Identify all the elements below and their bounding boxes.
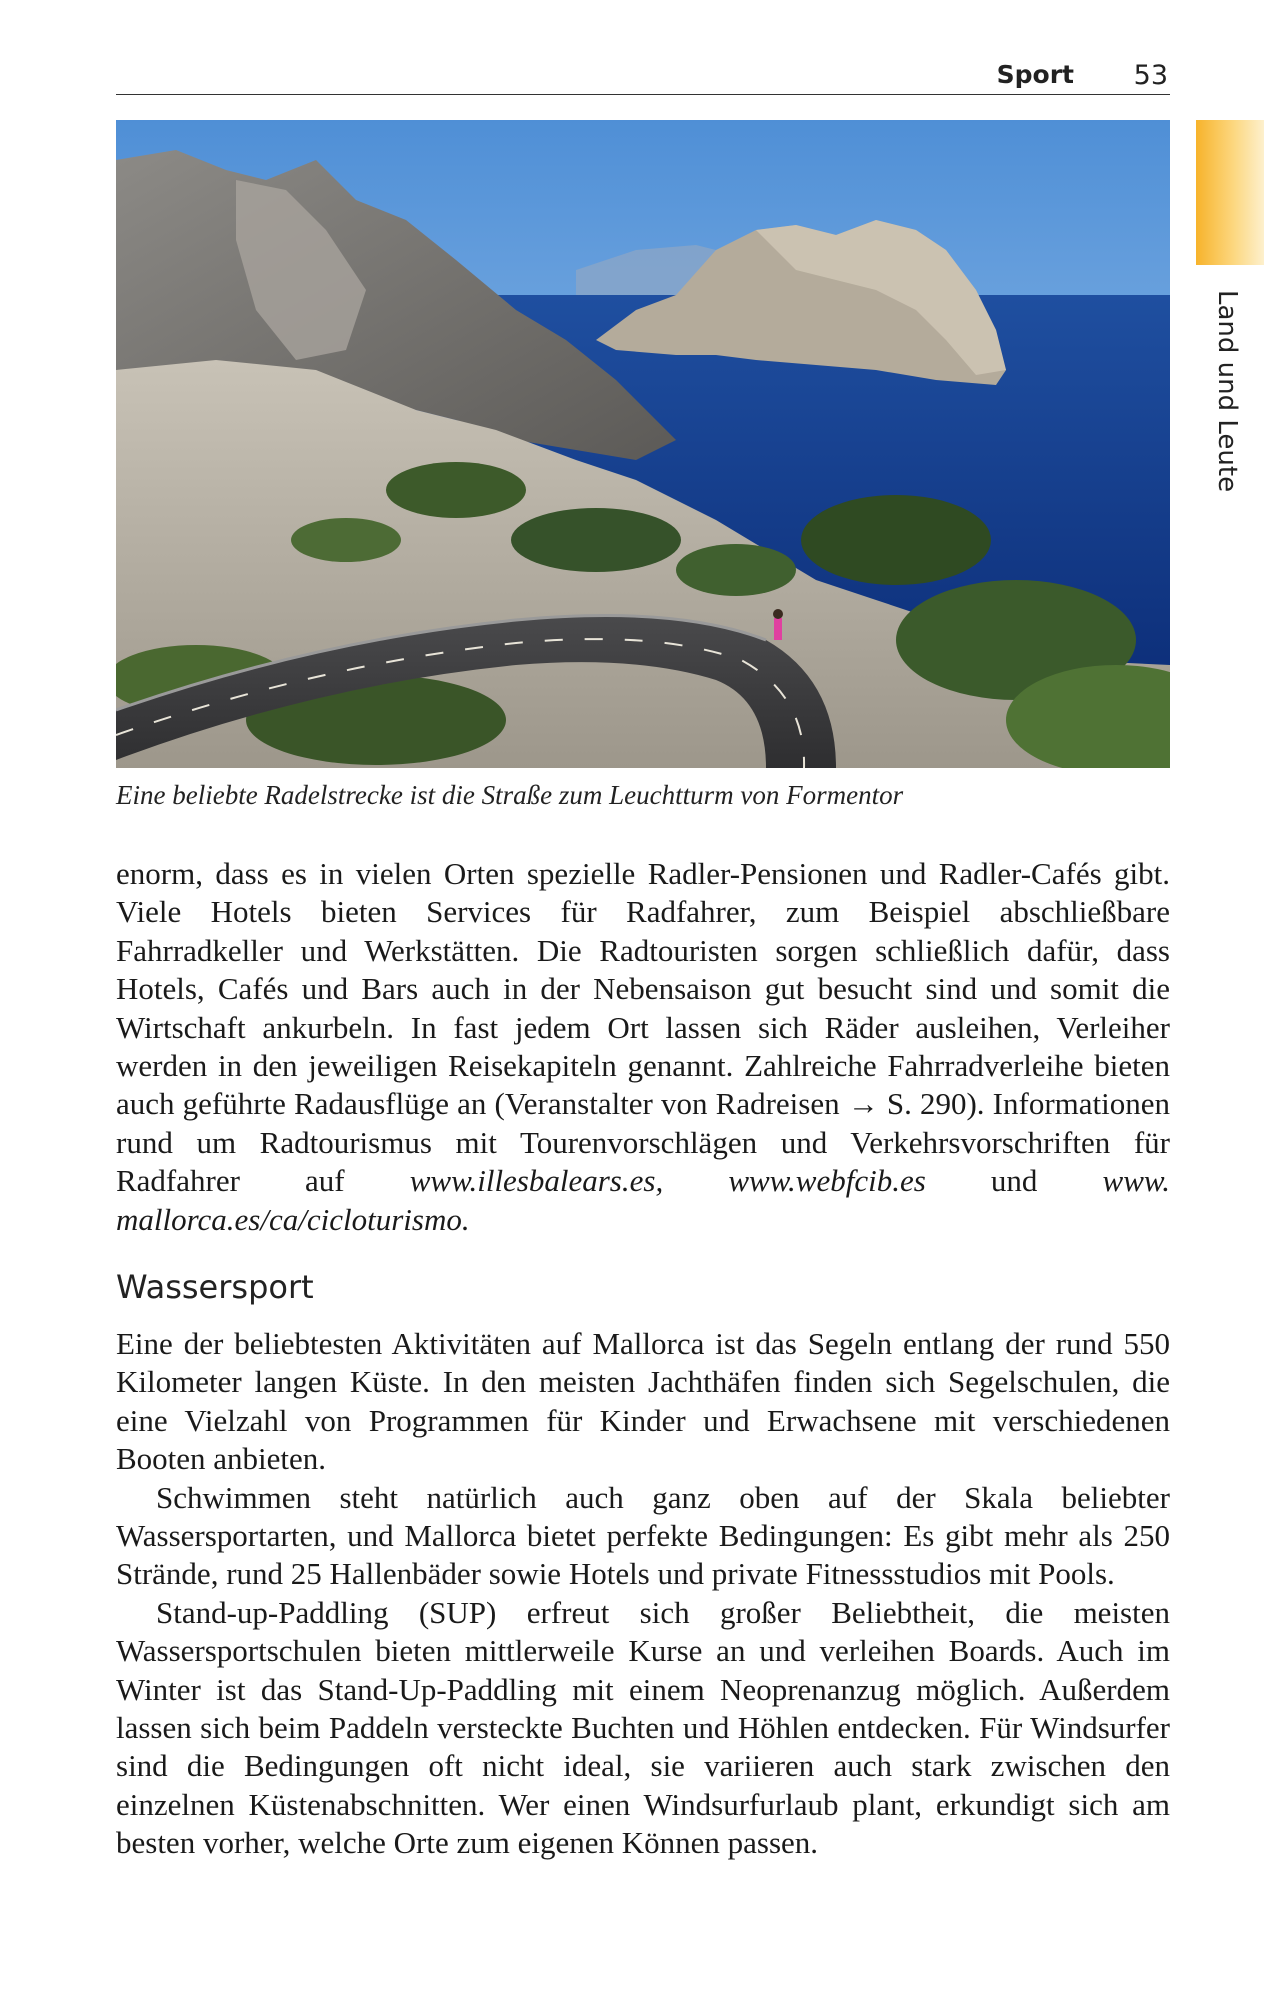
page-number: 53 <box>1133 60 1168 91</box>
wassersport-section <box>116 1325 1170 1863</box>
link-webfcib[interactable]: www.webfcib.es <box>728 1163 926 1199</box>
coastal-road-photo <box>116 120 1170 768</box>
chapter-side-label <box>1212 290 1252 510</box>
chapter-label-text: Land und Leute <box>1212 290 1242 493</box>
paragraph-schwimmen: Schwimmen steht natürlich auch ganz oben auf der Skala beliebter Wassersportarten, und Mallorca bietet perfekte Bedingungen: Es gibt mehr als 250 Strände, rund 25 Hallenbäder sowie Hotels und private Fitnessstudios mit Pools. <box>116 1479 1170 1592</box>
paragraph-cycling-text: enorm, dass es in vielen Orten spezielle Radler-Pensionen und Radler-Cafés gibt. Viele Hotels bieten Services für Radfahrer, zum Beispiel abschließbare Fahrradkeller und Werkstätten. Die Radtouristen sorgen schließlich dafür, dass Hotels, Cafés und Bars auch in der Nebensaison gut besucht sind und somit die Wirtschaft ankurbeln. In fast jedem Ort lassen sich Räder ausleihen, Verleiher werden in den jeweiligen Reisekapiteln genannt. Zahlreiche Fahrradverleihe bieten auch geführte Radausflüge an (Veranstalter von Radreisen → S. 290). Informationen rund um Radtourismus mit Tourenvorschlägen und Verkehrsvorschriften für Radfahrer auf <box>116 856 1170 1199</box>
chapter-tab-marker <box>1196 120 1264 265</box>
link-illesbalears[interactable]: www.illesbalears.es, <box>409 1163 664 1199</box>
paragraph-cycling <box>116 855 1170 1239</box>
section-title: Sport <box>996 60 1074 89</box>
photo-caption: Eine beliebte Radelstrecke ist die Straße zum Leuchtturm von Formentor <box>116 780 904 810</box>
heading-wassersport: Wassersport <box>116 1268 314 1306</box>
running-header <box>116 58 1170 95</box>
paragraph-sup: Stand-up-Paddling (SUP) erfreut sich großer Beliebtheit, die meisten Wassersportschulen bieten mittlerweile Kurse an und verleihen Boards. Auch im Winter ist das Stand-Up-Paddling mit einem Neoprenanzug möglich. Außerdem lassen sich beim Paddeln versteckte Buchten und Höhlen entdecken. Für Windsurfer sind die Bedingungen oft nicht ideal, sie variieren auch stark zwischen den einzelnen Küstenabschnitten. Wer einen Windsurfurlaub plant, erkundigt sich am besten vorher, welche Orte zum eigenen Können passen. <box>116 1594 1170 1861</box>
link-mallorca-cicloturismo[interactable]: www. <box>1102 1163 1170 1199</box>
text-und: und <box>925 1163 1103 1199</box>
link-mallorca-cicloturismo-cont[interactable]: mallorca.es/ca/cicloturismo. <box>116 1201 470 1237</box>
paragraph-segeln: Eine der beliebtesten Aktivitäten auf Mallorca ist das Segeln entlang der rund 550 Kilometer langen Küste. In den meisten Jachthäfen finden sich Segelschulen, die eine Vielzahl von Programmen für Kinder und Erwachsene mit verschiedenen Booten anbieten. <box>116 1326 1170 1477</box>
